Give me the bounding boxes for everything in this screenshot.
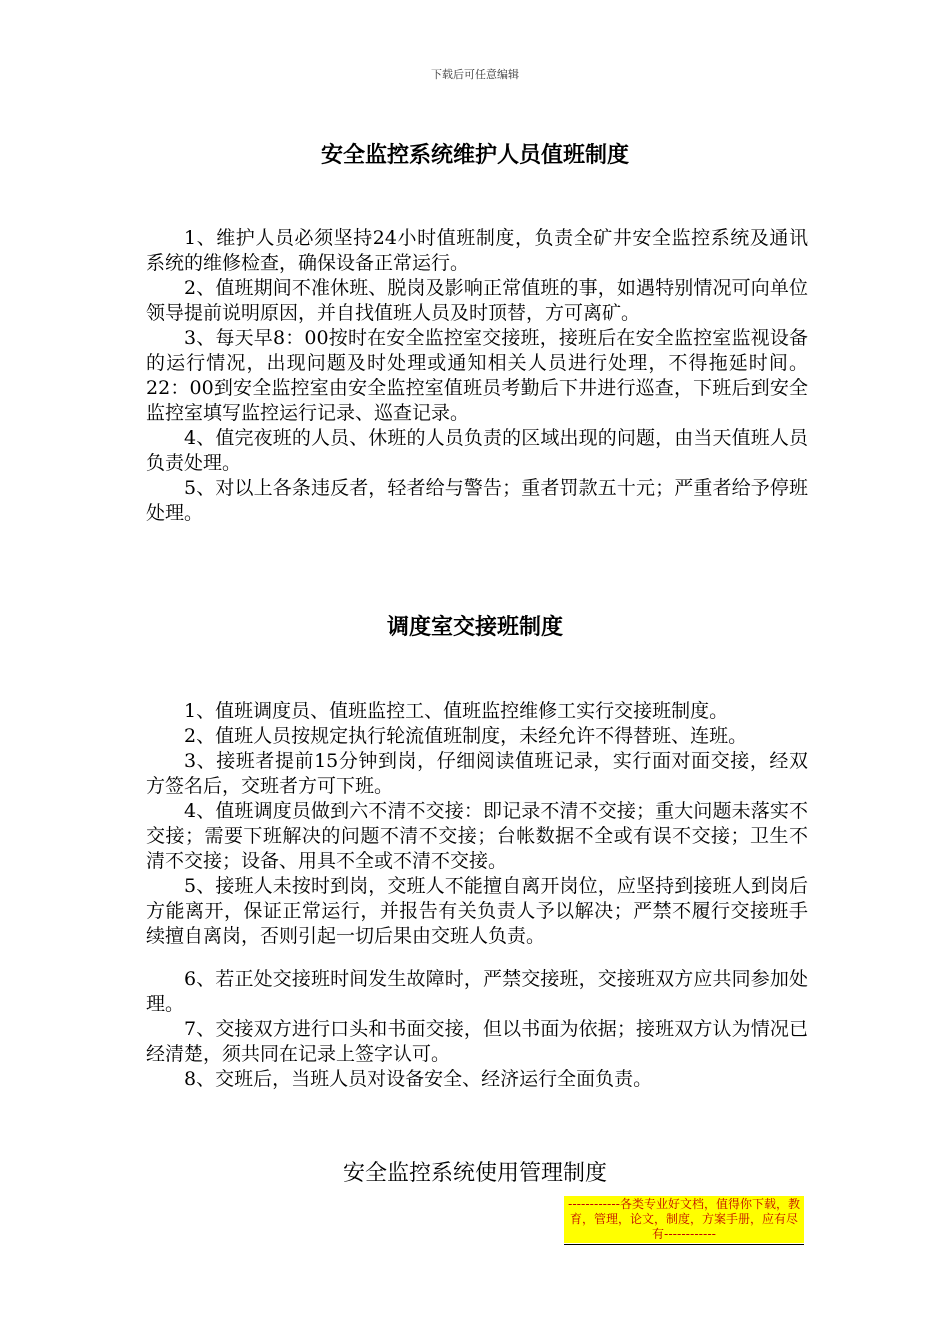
section1-paragraph-4: 4、值完夜班的人员、休班的人员负责的区域出现的问题，由当天值班人员负责处理。	[146, 427, 808, 474]
section1-paragraph-3: 3、每天早8：00按时在安全监控室交接班，接班后在安全监控室监视设备的运行情况，出现问题及时处理或通知相关人员进行处理，不得拖延时间。22：00到安全监控室由安全监控室值班员考勤后下井进行巡查，下班后到安全监控室填写监控运行记录、巡查记录。	[146, 327, 808, 424]
section2-body	[146, 699, 808, 1092]
section1-paragraph-1: 1、维护人员必须坚持24小时值班制度，负责全矿井安全监控系统及通讯系统的维修检查，确保设备正常运行。	[146, 227, 808, 274]
section1-body	[146, 226, 808, 526]
section2-paragraph-3: 3、接班者提前15分钟到岗，仔细阅读值班记录，实行面对面交接，经双方签名后，交班者方可下班。	[146, 750, 808, 797]
section2-paragraph-1: 1、值班调度员、值班监控工、值班监控维修工实行交接班制度。	[184, 700, 729, 722]
section2-paragraph-6: 6、若正处交接班时间发生故障时，严禁交接班，交接班双方应共同参加处理。	[146, 968, 808, 1015]
section3-title: 安全监控系统使用管理制度	[342, 1161, 607, 1186]
banner-underline	[564, 1244, 804, 1245]
section2-paragraph-7: 7、交接双方进行口头和书面交接，但以书面为依据；接班双方认为情况已经清楚，须共同在记录上签字认可。	[146, 1018, 808, 1065]
page-header-note: 下载后可任意编辑	[431, 68, 519, 81]
section2-paragraph-8: 8、交班后，当班人员对设备安全、经济运行全面负责。	[184, 1068, 653, 1090]
section1-paragraph-5: 5、对以上各条违反者，轻者给与警告；重者罚款五十元；严重者给予停班处理。	[146, 477, 808, 524]
section1-title: 安全监控系统维护人员值班制度	[320, 143, 629, 168]
promo-banner: ------------各类专业好文档，值得你下载，教育，管理，论文，制度，方案手册，应有尽有------------	[564, 1196, 804, 1243]
section2-paragraph-4: 4、值班调度员做到六不清不交接：即记录不清不交接；重大问题未落实不交接；需要下班解决的问题不清不交接；台帐数据不全或有误不交接；卫生不清不交接；设备、用具不全或不清不交接。	[146, 800, 808, 872]
section2-paragraph-5: 5、接班人未按时到岗，交班人不能擅自离开岗位，应坚持到接班人到岗后方能离开，保证正常运行，并报告有关负责人予以解决；严禁不履行交接班手续擅自离岗，否则引起一切后果由交班人负责。	[146, 875, 808, 947]
section2-paragraph-2: 2、值班人员按规定执行轮流值班制度，未经允许不得替班、连班。	[184, 725, 748, 747]
section2-title: 调度室交接班制度	[386, 615, 563, 640]
section1-paragraph-2: 2、值班期间不准休班、脱岗及影响正常值班的事，如遇特别情况可向单位领导提前说明原因，并自找值班人员及时顶替，方可离矿。	[146, 277, 808, 324]
